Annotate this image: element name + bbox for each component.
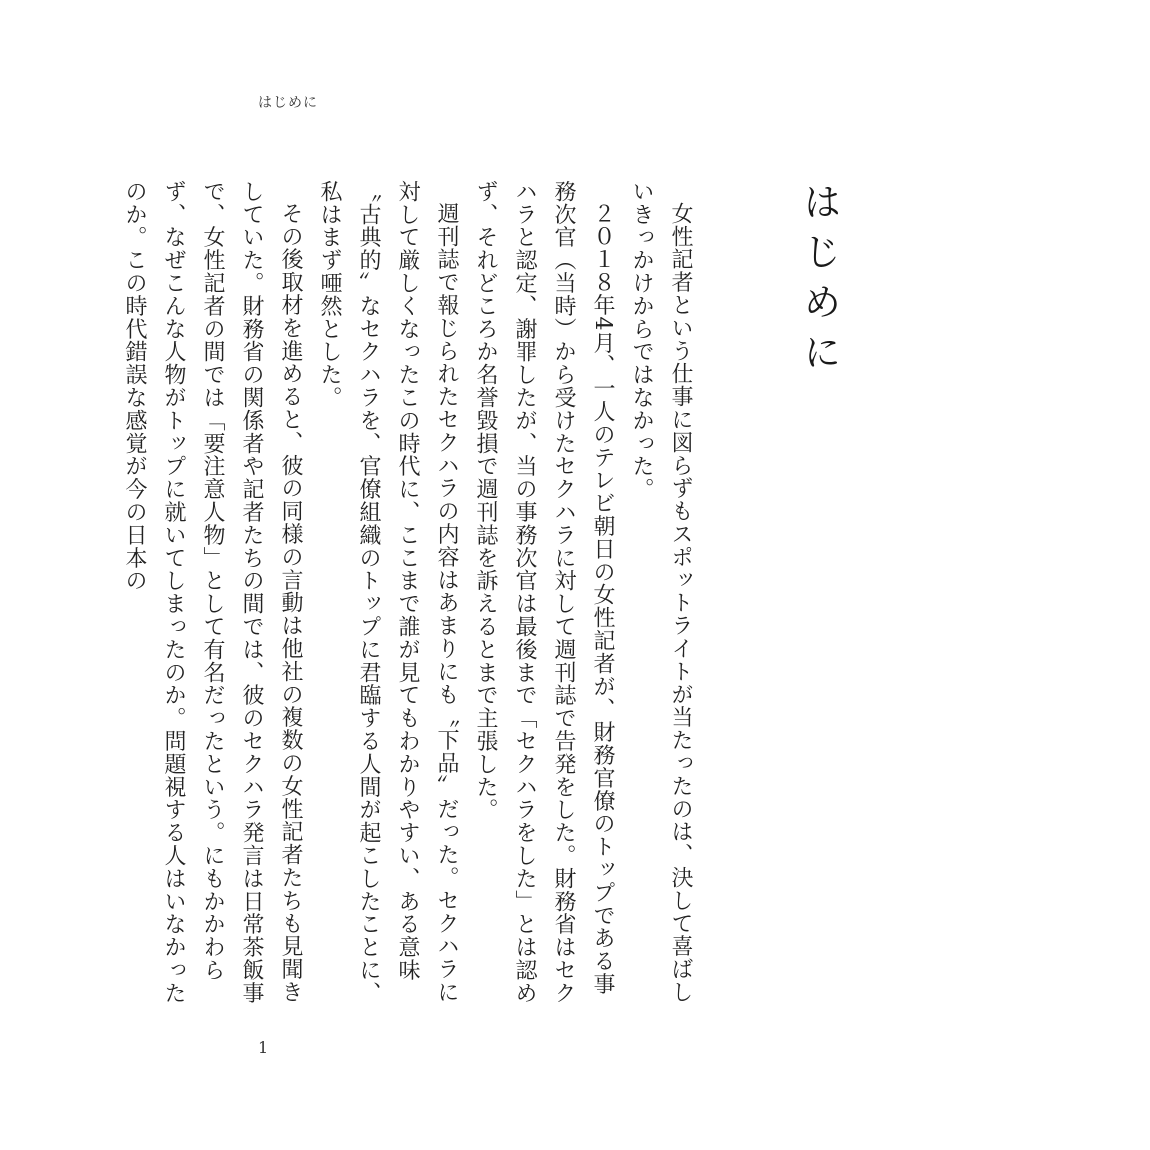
paragraph-3: 週刊誌で報じられたセクハラの内容はあまりにも〝下品〟だった。セクハラに対して厳しくなったこの時代に、ここまで誰が見てもわかりやすい、ある意味〝古典的〟なセクハラを、官僚組織のトップに君臨する人間が起こしたことに、私はまず唖然とした。 (317, 180, 459, 1005)
paragraph-4: その後取材を進めると、彼の同様の言動は他社の複数の女性記者たちも見聞きしていた。財務省の関係者や記者たちの間では、彼のセクハラ発言は日常茶飯事で、女性記者の間では「要注意人物」として有名だったという。にもかかわらず、なぜこんな人物がトップに就いてしまったのか。問題視する人はいなかったのか。この時代錯誤な感覚が今の日本の (122, 180, 303, 1005)
page-number: 1 (258, 1038, 269, 1057)
running-head: はじめに (258, 95, 318, 111)
paragraph-2: ２０１８年4月、一人のテレビ朝日の女性記者が、財務官僚のトップである事務次官（当時）から受けたセクハラに対して週刊誌で告発をした。財務省はセクハラと認定、謝罪したが、当の事務次官は最後まで「セクハラをした」とは認めず、それどころか名誉毀損で週刊誌を訴えるとまで主張した。 (473, 180, 615, 1005)
body-text (122, 180, 700, 1010)
paragraph-1: 女性記者という仕事に図らずもスポットライトが当たったのは、決して喜ばしいきっかけからではなかった。 (629, 180, 693, 1004)
chapter-title: はじめに (797, 182, 841, 382)
